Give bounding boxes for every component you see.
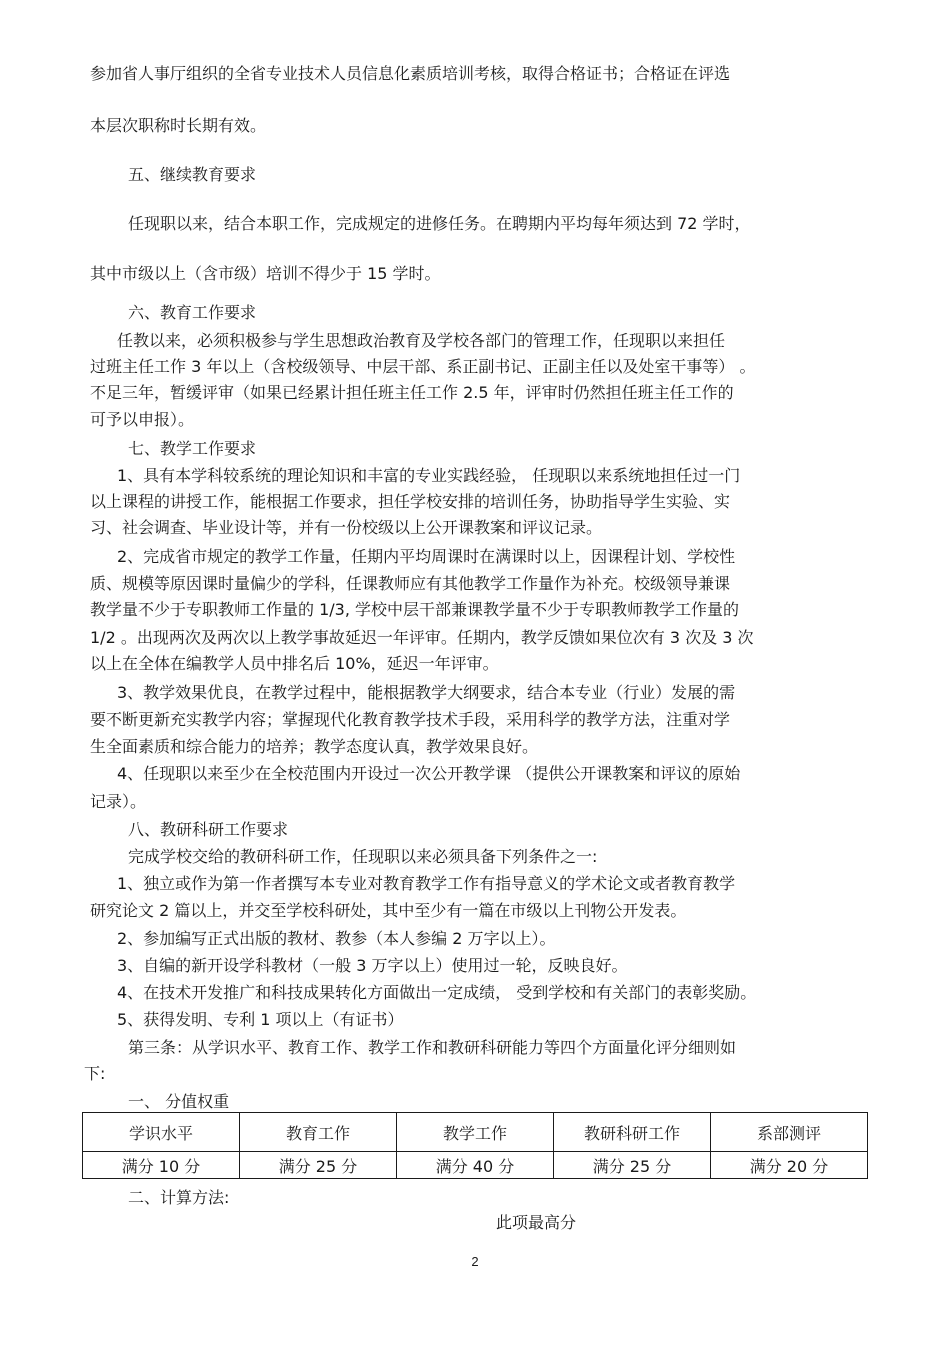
table-header-row	[83, 1113, 868, 1152]
score-weights-table	[82, 1112, 868, 1179]
table-header-cell: 教育工作	[240, 1113, 397, 1152]
table-cell: 满分 25 分	[554, 1152, 711, 1179]
paragraph-line: 任现职以来，结合本职工作，完成规定的进修任务。在聘期内平均每年须达到 72 学时，	[128, 214, 751, 233]
paragraph-line: 1、独立或作为第一作者撰写本专业对教育教学工作有指导意义的学术论文或者教育教学	[117, 874, 736, 893]
paragraph-line: 其中市级以上（含市级）培训不得少于 15 学时。	[90, 264, 441, 283]
section-heading: 七、教学工作要求	[128, 439, 257, 458]
paragraph-line: 过班主任工作 3 年以上（含校级领导、中层干部、系正副书记、正副主任以及处室干事等） 。	[90, 357, 756, 376]
paragraph-line: 以上在全体在编教学人员中排名后 10%，延迟一年评审。	[90, 654, 499, 673]
paragraph-line: 3、教学效果优良，在教学过程中，能根据教学大纲要求，结合本专业（行业）发展的需	[117, 683, 736, 702]
table-cell: 满分 20 分	[711, 1152, 868, 1179]
paragraph-line: 4、在技术开发推广和科技成果转化方面做出一定成绩， 受到学校和有关部门的表彰奖励。	[117, 983, 757, 1002]
section-heading: 六、教育工作要求	[128, 303, 257, 322]
paragraph-line: 习、社会调查、毕业设计等，并有一份校级以上公开课教案和评议记录。	[90, 518, 603, 537]
table-row	[83, 1152, 868, 1179]
paragraph-line: 下:	[84, 1064, 106, 1083]
table-header-cell: 教学工作	[397, 1113, 554, 1152]
section-heading: 二、计算方法:	[128, 1188, 230, 1207]
table-header-cell: 学识水平	[83, 1113, 240, 1152]
paragraph-line: 2、参加编写正式出版的教材、教参（本人参编 2 万字以上）。	[117, 929, 556, 948]
section-heading: 八、教研科研工作要求	[128, 820, 289, 839]
paragraph-line: 以上课程的讲授工作，能根据工作要求，担任学校安排的培训任务，协助指导学生实验、实	[90, 492, 731, 511]
paragraph-line: 研究论文 2 篇以上，并交至学校科研处，其中至少有一篇在市级以上刊物公开发表。	[90, 901, 687, 920]
table-header-cell: 教研科研工作	[554, 1113, 711, 1152]
paragraph-line: 4、任现职以来至少在全校范围内开设过一次公开教学课 （提供公开课教案和评议的原始	[117, 764, 741, 783]
paragraph-line: 本层次职称时长期有效。	[90, 116, 267, 135]
section-heading: 五、继续教育要求	[128, 165, 257, 184]
paragraph-line: 记录）。	[90, 792, 147, 811]
paragraph-line: 质、规模等原因课时量偏少的学科，任课教师应有其他教学工作量作为补充。校级领导兼课	[90, 574, 731, 593]
paragraph-line: 3、自编的新开设学科教材（一般 3 万字以上）使用过一轮，反映良好。	[117, 956, 628, 975]
paragraph-line: 可予以申报）。	[90, 410, 195, 429]
paragraph-line: 教学量不少于专职教师工作量的 1/3, 学校中层干部兼课教学量不少于专职教师教学工作量的	[90, 600, 740, 619]
paragraph-line: 生全面素质和综合能力的培养；教学态度认真，教学效果良好。	[90, 737, 539, 756]
paragraph-line: 参加省人事厅组织的全省专业技术人员信息化素质培训考核，取得合格证书；合格证在评选	[90, 64, 731, 83]
paragraph-line: 5、获得发明、专利 1 项以上（有证书）	[117, 1010, 404, 1029]
section-heading: 一、 分值权重	[128, 1092, 230, 1111]
paragraph-line: 第三条：从学识水平、教育工作、教学工作和教研科研能力等四个方面量化评分细则如	[128, 1038, 737, 1057]
paragraph-line: 2、完成省市规定的教学工作量，任期内平均周课时在满课时以上，因课程计划、学校性	[117, 547, 736, 566]
paragraph-line: 任教以来，必须积极参与学生思想政治教育及学校各部门的管理工作，任现职以来担任	[117, 331, 726, 350]
table-cell: 满分 25 分	[240, 1152, 397, 1179]
paragraph-line: 1、具有本学科较系统的理论知识和丰富的专业实践经验， 任现职以来系统地担任过一门	[117, 466, 741, 485]
max-score-note: 此项最高分	[496, 1213, 577, 1232]
paragraph-line: 不足三年，暂缓评审（如果已经累计担任班主任工作 2.5 年，评审时仍然担任班主任工作的	[90, 383, 734, 402]
paragraph-line: 要不断更新充实教学内容；掌握现代化教育教学技术手段，采用科学的教学方法，注重对学	[90, 710, 731, 729]
table-header-cell: 系部测评	[711, 1113, 868, 1152]
paragraph-line: 1/2 。出现两次及两次以上教学事故延迟一年评审。任期内，教学反馈如果位次有 3 次及 3 次	[90, 628, 754, 647]
paragraph-line: 完成学校交给的教研科研工作，任现职以来必须具备下列条件之一:	[128, 847, 598, 866]
table-cell: 满分 10 分	[83, 1152, 240, 1179]
table-cell: 满分 40 分	[397, 1152, 554, 1179]
page-number: 2	[471, 1254, 479, 1269]
